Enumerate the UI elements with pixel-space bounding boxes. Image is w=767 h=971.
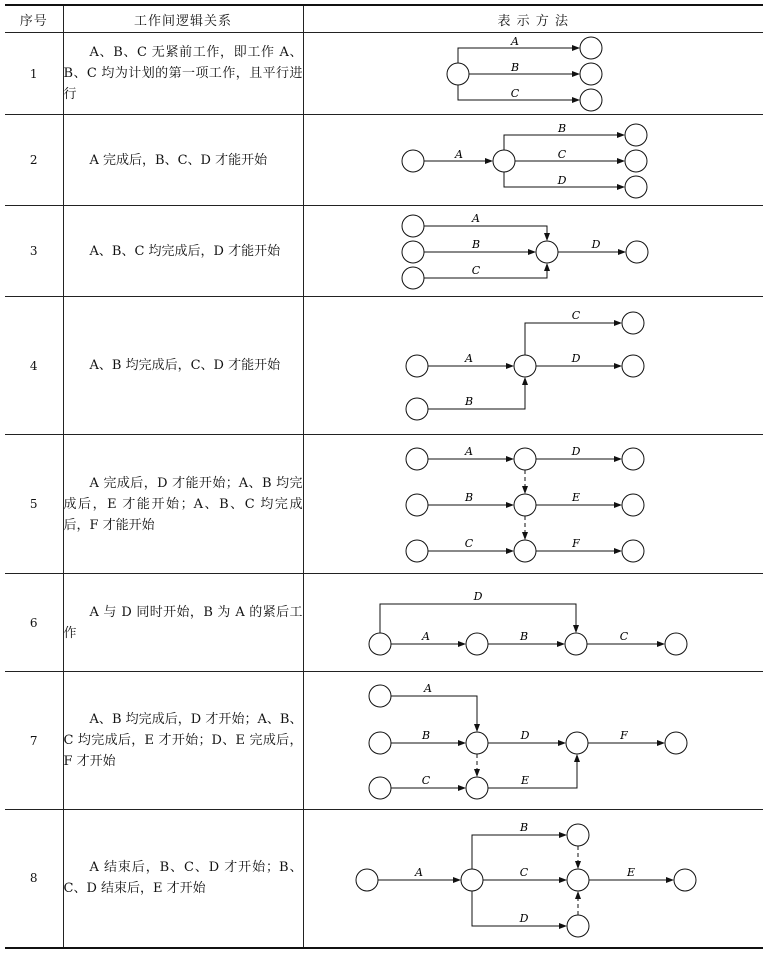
diagram-2 <box>304 115 764 206</box>
node <box>514 448 536 470</box>
relation-text: A、B、C 无紧前工作，即工作 A、B、C 均为计划的第一项工作，且平行进行 <box>63 45 303 102</box>
node <box>402 241 424 263</box>
node <box>580 89 602 111</box>
node <box>447 63 469 85</box>
arrow-label: B <box>464 395 473 408</box>
node <box>514 355 536 377</box>
diagram-7 <box>304 672 764 810</box>
node <box>369 732 391 754</box>
node <box>665 732 687 754</box>
arrow-label: B <box>519 630 528 643</box>
arrow-label: D <box>519 912 528 925</box>
row-number: 1 <box>5 33 63 115</box>
arrow-label: A <box>414 866 423 879</box>
arrow-label: C <box>619 630 628 643</box>
relation-text: A 结束后，B、C、D 才开始；B、C、D 结束后，E 才开始 <box>63 860 303 897</box>
network-diagram <box>303 33 763 115</box>
arrow-label: A <box>454 148 463 161</box>
row-number: 2 <box>5 115 63 206</box>
node <box>493 150 515 172</box>
arrow-C <box>525 323 617 355</box>
arrow-A <box>391 696 477 727</box>
arrow-label: A <box>421 630 430 643</box>
node <box>461 869 483 891</box>
diagram-5 <box>304 435 764 574</box>
node <box>369 685 391 707</box>
arrow-label: A <box>464 445 473 458</box>
node <box>622 540 644 562</box>
row-number: 4 <box>5 297 63 435</box>
node <box>567 824 589 846</box>
arrow-label: D <box>571 352 580 365</box>
node <box>402 267 424 289</box>
node <box>466 633 488 655</box>
node <box>665 633 687 655</box>
row-number: 8 <box>5 810 63 948</box>
network-diagram <box>303 574 763 672</box>
arrow-label: D <box>520 729 529 742</box>
arrow-label: B <box>510 61 519 74</box>
logic-relation-table <box>5 4 763 949</box>
node <box>406 540 428 562</box>
header-method: 表 示 方 法 <box>303 5 763 33</box>
arrow-A <box>424 226 547 236</box>
node <box>674 869 696 891</box>
arrow-E <box>488 759 577 788</box>
node <box>566 732 588 754</box>
node <box>626 241 648 263</box>
node <box>580 37 602 59</box>
row-number: 6 <box>5 574 63 672</box>
table-row <box>5 810 763 948</box>
row-number: 5 <box>5 435 63 574</box>
node <box>580 63 602 85</box>
arrow-C <box>424 268 547 278</box>
node <box>625 176 647 198</box>
relation-text: A 与 D 同时开始，B 为 A 的紧后工作 <box>63 604 303 641</box>
node <box>536 241 558 263</box>
network-diagram <box>303 810 763 948</box>
diagram-1 <box>304 33 764 115</box>
arrow-label: E <box>571 491 580 504</box>
arrow-B <box>472 835 562 869</box>
node <box>356 869 378 891</box>
table-row <box>5 672 763 810</box>
network-diagram <box>303 115 763 206</box>
diagram-6 <box>304 574 764 672</box>
diagram-4 <box>304 297 764 435</box>
diagram-3 <box>304 206 764 297</box>
relation-text: A、B 均完成后，D 才开始；A、B、C 均完成后，E 才开始；D、E 完成后，F 才开始 <box>63 712 303 769</box>
table-row <box>5 206 763 297</box>
relation-text: A、B、C 均完成后，D 才能开始 <box>89 243 281 259</box>
node <box>625 150 647 172</box>
node <box>402 150 424 172</box>
node <box>622 494 644 516</box>
node <box>406 355 428 377</box>
node <box>622 312 644 334</box>
network-diagram <box>303 672 763 810</box>
network-diagram <box>303 297 763 435</box>
node <box>565 633 587 655</box>
node <box>514 494 536 516</box>
arrow-label: D <box>571 445 580 458</box>
arrow-label: C <box>510 87 519 100</box>
node <box>567 869 589 891</box>
row-number: 3 <box>5 206 63 297</box>
relation-text: A 完成后，B、C、D 才能开始 <box>89 152 268 168</box>
arrow-label: C <box>557 148 566 161</box>
node <box>622 355 644 377</box>
arrow-D <box>472 891 562 926</box>
table-row <box>5 297 763 435</box>
row-number: 7 <box>5 672 63 810</box>
arrow-label: D <box>591 238 600 251</box>
arrow-label: A <box>423 682 432 695</box>
node <box>466 777 488 799</box>
header-no: 序号 <box>5 5 63 33</box>
node <box>567 915 589 937</box>
node <box>622 448 644 470</box>
table-header-row <box>5 5 763 33</box>
arrow-label: C <box>421 774 430 787</box>
arrow-label: A <box>510 35 519 48</box>
arrow-label: F <box>619 729 628 742</box>
table-row <box>5 574 763 672</box>
network-diagram <box>303 206 763 297</box>
node <box>514 540 536 562</box>
arrow-label: E <box>520 774 529 787</box>
arrow-label: F <box>571 537 580 550</box>
arrow-label: E <box>626 866 635 879</box>
arrow-label: A <box>471 212 480 225</box>
table-row <box>5 33 763 115</box>
arrow-label: C <box>471 264 480 277</box>
node <box>406 494 428 516</box>
arrow-label: B <box>519 821 528 834</box>
node <box>369 633 391 655</box>
diagram-8 <box>304 810 764 948</box>
arrow-label: D <box>473 590 482 603</box>
arrow-label: C <box>571 309 580 322</box>
node <box>402 215 424 237</box>
node <box>406 448 428 470</box>
arrow-label: D <box>557 174 566 187</box>
node <box>466 732 488 754</box>
arrow-D <box>380 604 576 633</box>
table-row <box>5 115 763 206</box>
arrow-label: B <box>421 729 430 742</box>
relation-text: A 完成后，D 才能开始；A、B 均完成后，E 才能开始；A、B、C 均完成后，F 才能开始 <box>63 475 303 533</box>
arrow-label: C <box>464 537 473 550</box>
network-diagram <box>303 435 763 574</box>
node <box>625 124 647 146</box>
arrow-B <box>428 382 525 409</box>
arrow-label: B <box>557 122 566 135</box>
node <box>406 398 428 420</box>
table-row <box>5 435 763 574</box>
header-relation: 工作间逻辑关系 <box>63 5 303 33</box>
arrow-label: C <box>519 866 528 879</box>
arrow-label: A <box>464 352 473 365</box>
arrow-label: B <box>464 491 473 504</box>
arrow-label: B <box>471 238 480 251</box>
relation-text: A、B 均完成后，C、D 才能开始 <box>89 358 281 373</box>
node <box>369 777 391 799</box>
